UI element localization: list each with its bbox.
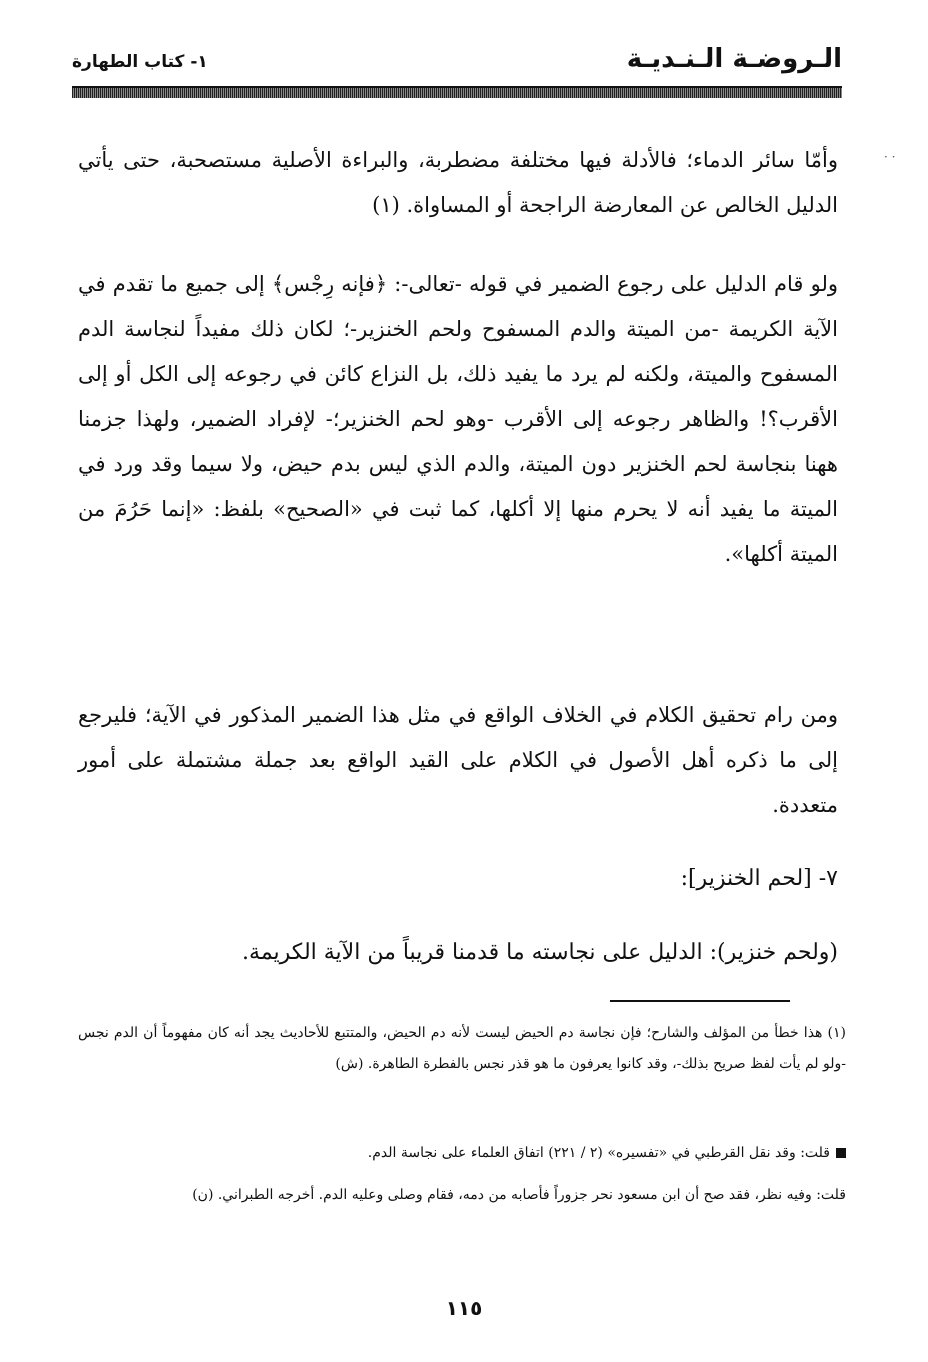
paragraph-2 [78, 262, 838, 577]
footnote-3 [78, 1180, 846, 1211]
section-text: (ولحم خنزير): الدليل على نجاسته ما قدمنا قريباً من الآية الكريمة. [242, 940, 838, 965]
footnote-2 [78, 1138, 846, 1169]
paragraph-3 [78, 693, 838, 828]
paragraph-text: ومن رام تحقيق الكلام في الخلاف الواقع في مثل هذا الضمير المذكور في الآية؛ فليرجع إلى ما ذكره أهل الأصول في الكلام على القيد الواقع بعد جملة مشتملة على أمور متعددة. [78, 703, 838, 817]
chapter-title: ١- كتاب الطهارة [72, 52, 208, 72]
scan-artifact: · · [884, 150, 896, 164]
footnote-text: قلت: وقد نقل القرطبي في «تفسيره» (٢ / ٢٢١) اتفاق العلماء على نجاسة الدم. [367, 1145, 830, 1161]
header-divider [72, 86, 842, 98]
paragraph-1 [78, 138, 838, 228]
page-number: ١١٥ [445, 1296, 483, 1320]
footnote-text: قلت: وفيه نظر، فقد صح أن ابن مسعود نحر جزوراً فأصابه من دمه، فقام وصلى وعليه الدم. أخرجه الطبراني. (ن) [192, 1187, 846, 1203]
footnote-text: (١) هذا خطأ من المؤلف والشارح؛ فإن نجاسة دم الحيض ليست لأنه دم الحيض، والمتتبع للأحاديث يجد أنه كان مفهوماً أن الدم نجس -ولو لم يأت لفظ صريح بذلك-، وقد كانوا يعرفون ما هو قذر نجس بالفطرة الطاهرة. (ش) [78, 1025, 846, 1072]
footnote-1 [78, 1018, 846, 1080]
book-title: الـروضـة الـنـديـة [626, 44, 842, 74]
footnote-divider [610, 1000, 790, 1002]
running-header [72, 44, 842, 86]
square-bullet-icon [836, 1148, 846, 1158]
paragraph-text: وأمّا سائر الدماء؛ فالأدلة فيها مختلفة مضطربة، والبراءة الأصلية مستصحبة، حتى يأتي الدليل الخالص عن المعارضة الراجحة أو المساواة. (١) [78, 148, 838, 217]
section-heading: ٧- [لحم الخنزير]: [680, 866, 838, 891]
paragraph-text: ولو قام الدليل على رجوع الضمير في قوله -تعالى-: ﴿فإنه رِجْس﴾ إلى جميع ما تقدم في الآية الكريمة -من الميتة والدم المسفوح ولحم الخنزير-؛ لكان ذلك مفيداً لنجاسة الدم المسفوح والميتة، ولكنه لم يرد ما يفيد ذلك، بل النزاع كائن في رجوعه إلى الكل أو إلى الأقرب؟! والظاهر رجوعه إلى الأقرب -وهو لحم الخنزير؛- لإفراد الضمير، ولهذا جزمنا ههنا بنجاسة لحم الخنزير دون الميتة، والدم الذي ليس بدم حيض، ولا سيما وقد ورد في الميتة ما يفيد أنه لا يحرم منها إلا أكلها، كما ثبت في «الصحيح» بلفظ: «إنما حَرُمَ من الميتة أكلها». [78, 272, 838, 566]
